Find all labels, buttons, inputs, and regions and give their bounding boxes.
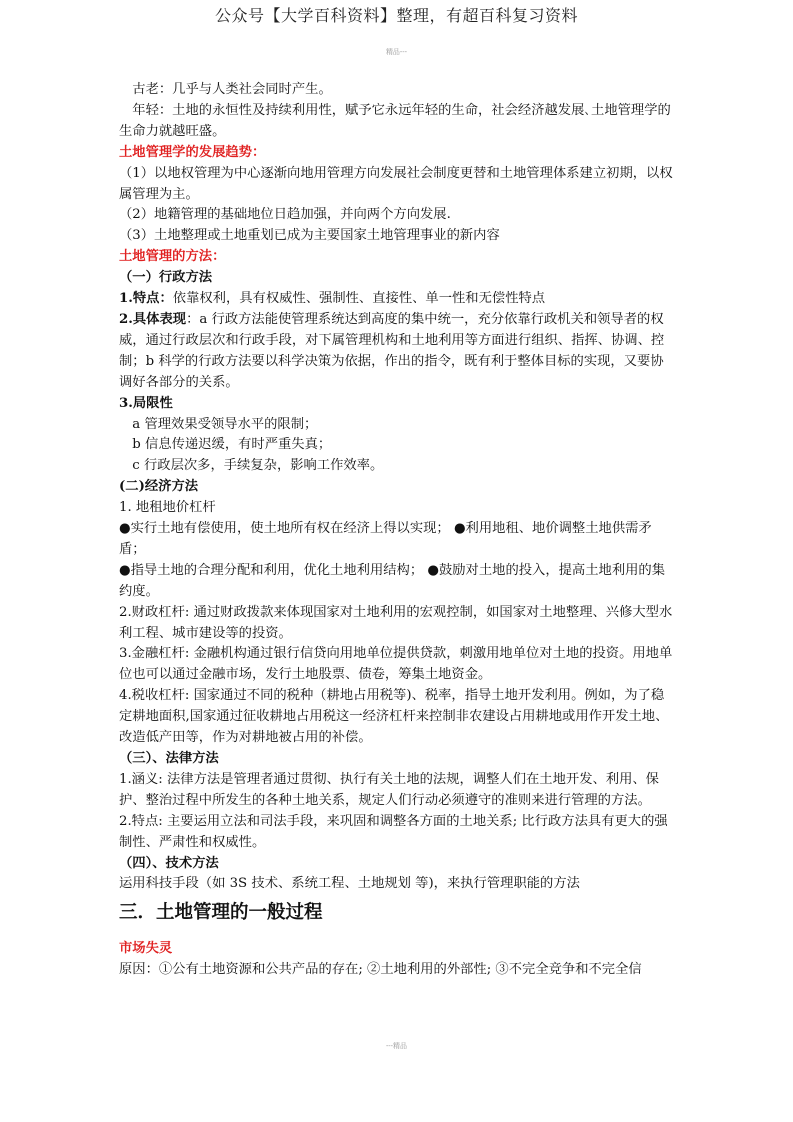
limit-item-c: c 行政层次多，手续复杂，影响工作效率。 <box>132 458 384 474</box>
limit-item-b: b 信息传递迟缓，有时严重失真； <box>132 437 332 453</box>
econ-item-4: 4.税收杠杆: 国家通过不同的税种（耕地占用税等)、税率，指导土地开发利用。例如，为了稳定耕地面积,国家通过征收耕地占用税这一经济杠杆来控制非农建设占用耕地或用作开发土地、改造低产田等，作为对耕地被占用的补偿。 <box>119 688 669 746</box>
heading-admin-method: （一）行政方法 <box>119 270 213 286</box>
page-header-mark: 精品--- <box>385 48 408 56</box>
admin-manifest-text: ：a 行政方法能使管理系统达到高度的集中统一，充分依靠行政机关和领导者的权威，通过行政层次和行政手段，对下属管理机构和土地利用等方面进行组织、指挥、协调、控制；b 科学的行政方法要以科学决策为依据，作出的指令，既有利于整体目标的实现，又要协调好各部分的关系。 <box>119 311 665 390</box>
trend-item-1: （1）以地权管理为中心逐渐向地用管理方向发展社会制度更替和土地管理体系建立初期，以权属管理为主。 <box>119 165 673 202</box>
admin-limit-label: 3.局限性 <box>119 395 173 411</box>
tech-item-1: 运用科技手段（如 3S 技术、系统工程、土地规划 等)，来执行管理职能的方法 <box>119 876 580 892</box>
para-nianqing: 年轻：土地的永恒性及持续利用性，赋予它永远年轻的生命，社会经济越发展､土地管理学的生命力就越旺盛。 <box>119 102 671 139</box>
document-body <box>119 80 676 981</box>
page-banner: 公众号【大学百科资料】整理，有超百科复习资料 <box>214 6 578 25</box>
econ-item-1: 1. 地租地价杠杆 <box>119 500 216 516</box>
limit-item-a: a 管理效果受领导水平的限制； <box>132 416 318 432</box>
heading-law-method: （三）、法律方法 <box>119 751 219 766</box>
section-heading-3: 三．土地管理的一般过程 <box>119 902 323 924</box>
page-footer-mark: ---精品 <box>385 1042 408 1050</box>
econ-bullets-1: ●实行土地有偿使用，使土地所有权在经济上得以实现； ●利用地租、地价调整土地供需矛盾； <box>119 521 652 557</box>
heading-econ-method: (二)经济方法 <box>119 479 199 495</box>
admin-manifest-label: 2.具体表现 <box>119 311 187 327</box>
trend-item-3: （3）土地整理或土地重划已成为主要国家土地管理事业的新内容 <box>119 228 500 244</box>
para-gulao: 古老：几乎与人类社会同时产生。 <box>132 82 332 97</box>
admin-feature-text: 依靠权利，具有权威性、强制性、直接性、单一性和无偿性特点 <box>172 291 546 307</box>
heading-trend: 土地管理学的发展趋势： <box>119 144 266 160</box>
admin-feature-label: 1.特点： <box>119 291 173 307</box>
trend-item-2: （2）地籍管理的基础地位日趋加强，并向两个方向发展. <box>119 207 451 223</box>
econ-item-3: 3.金融杠杆: 金融机构通过银行信贷向用地单位提供贷款，刺激用地单位对土地的投资。用地单位也可以通过金融市场，发行土地股票、债卷，筹集土地资金。 <box>119 646 673 683</box>
heading-tech-method: （四）、技术方法 <box>119 855 219 871</box>
admin-manifest <box>119 310 676 394</box>
law-item-1: 1.涵义: 法律方法是管理者通过贯彻、执行有关土地的法规，调整人们在土地开发、利用、保护、整治过程中所发生的各种土地关系，规定人们行动必须遵守的准则来进行管理的方法。 <box>119 771 659 808</box>
admin-feature <box>119 289 676 310</box>
market-failure-reason: 原因：①公有土地资源和公共产品的存在; ②土地利用的外部性; ③不完全竞争和不完全信 <box>119 962 642 978</box>
heading-methods: 土地管理的方法： <box>119 249 226 265</box>
heading-market-failure: 市场失灵 <box>119 941 173 957</box>
econ-item-2: 2.财政杠杆: 通过财政拨款来体现国家对土地利用的宏观控制，如国家对土地整理、兴修大型水利工程、城市建设等的投资。 <box>119 604 673 641</box>
econ-bullets-2: ●指导土地的合理分配和利用，优化土地利用结构； ●鼓励对土地的投入，提高土地利用的集约度。 <box>119 562 666 599</box>
law-item-2: 2.特点: 主要运用立法和司法手段，来巩固和调整各方面的土地关系; 比行政方法具有更大的强制性、严肃性和权威性。 <box>119 813 668 850</box>
